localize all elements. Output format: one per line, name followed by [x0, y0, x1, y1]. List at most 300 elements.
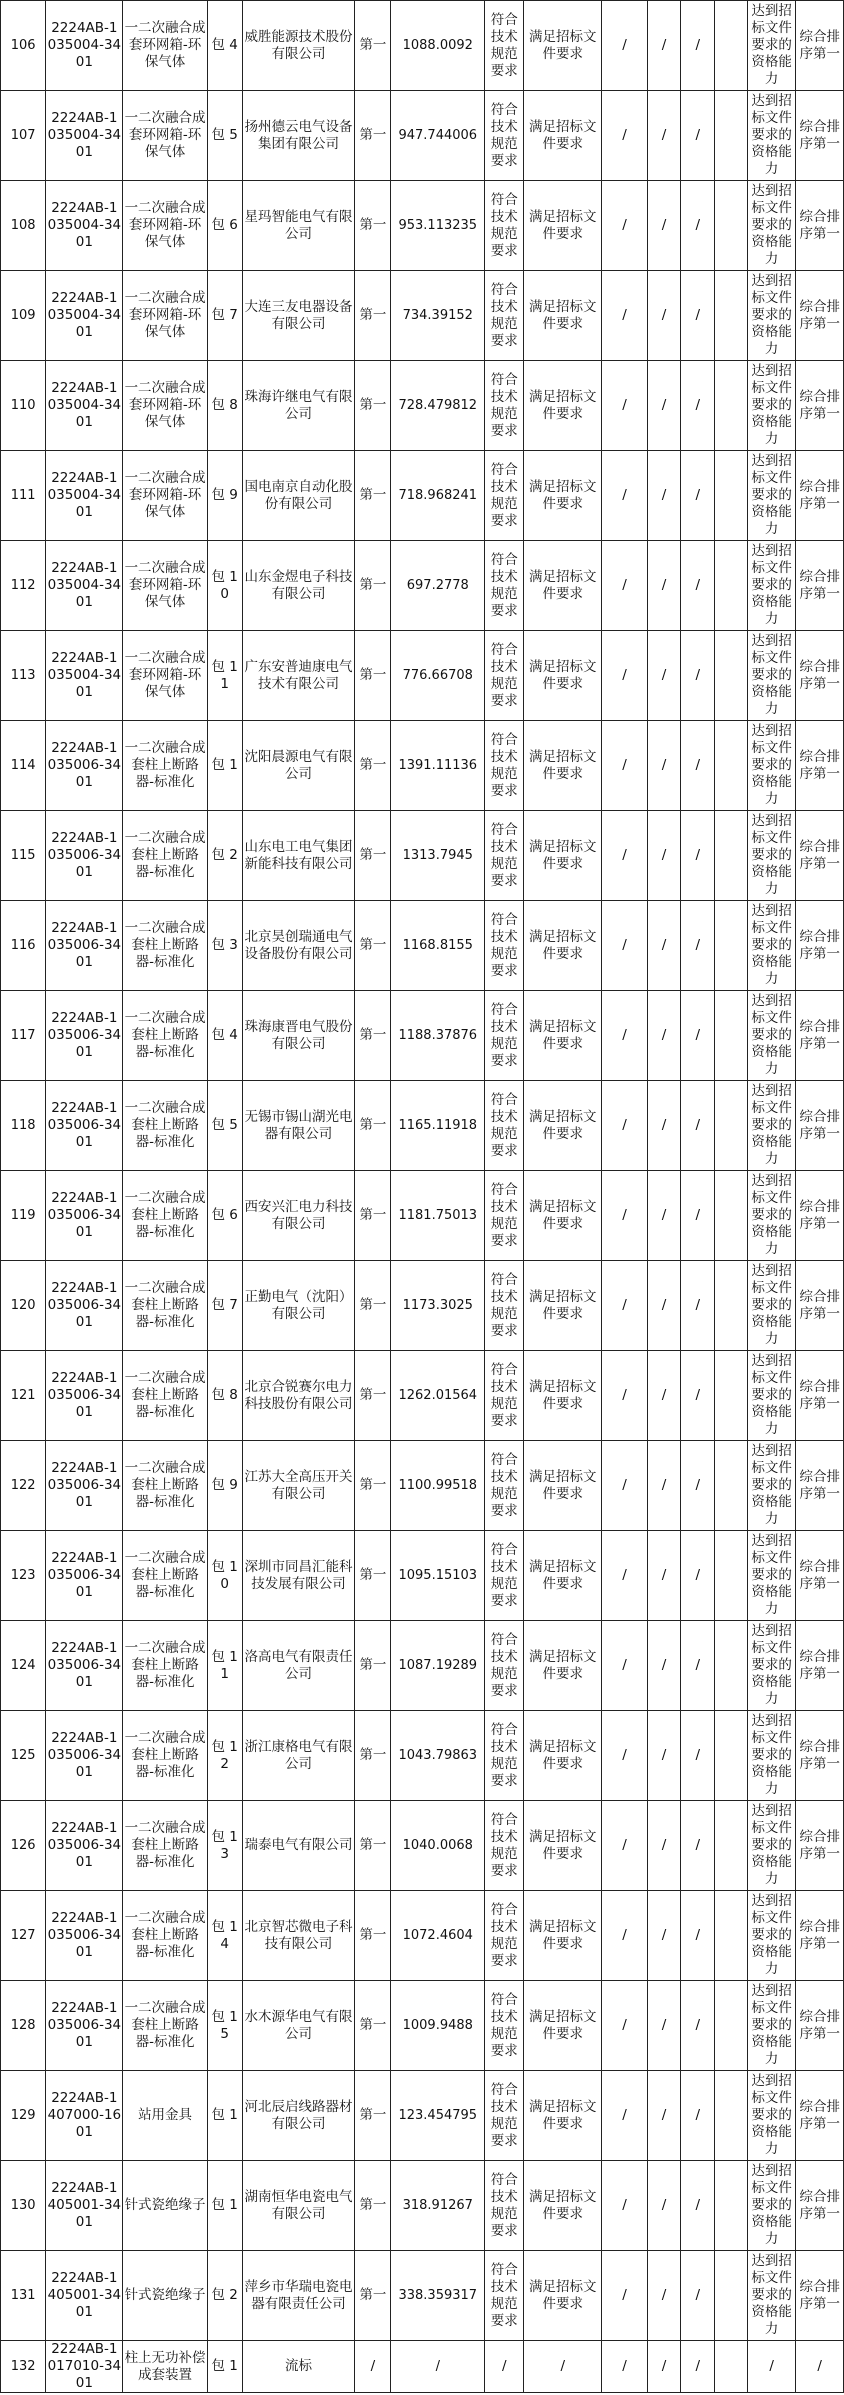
- col-c-cell: /: [681, 901, 715, 991]
- bid-compliance-cell: 满足招标文件要求: [524, 1261, 602, 1351]
- empty-cell: [715, 1801, 748, 1891]
- project-code-cell: 2224AB-1035004-3401: [46, 541, 123, 631]
- evaluation-method-cell: 综合排序第一: [796, 181, 844, 271]
- bid-compliance-cell: 满足招标文件要求: [524, 2071, 602, 2161]
- item-name-cell: 一二次融合成套柱上断路器-标准化: [123, 1171, 207, 1261]
- price-cell: 1087.19289: [391, 1621, 485, 1711]
- col-a-cell: /: [602, 91, 647, 181]
- item-name-cell: 一二次融合成套柱上断路器-标准化: [123, 1081, 207, 1171]
- tech-compliance-cell: 符合技术规范要求: [485, 631, 524, 721]
- empty-cell: [715, 1891, 748, 1981]
- table-row: [1, 361, 844, 451]
- price-cell: 1095.15103: [391, 1531, 485, 1621]
- evaluation-method-cell: 综合排序第一: [796, 2161, 844, 2251]
- col-b-cell: /: [647, 901, 681, 991]
- price-cell: 1188.37876: [391, 991, 485, 1081]
- package-cell: 包 1: [207, 2341, 242, 2393]
- project-code-cell: 2224AB-1035004-3401: [46, 631, 123, 721]
- table-row: [1, 1621, 844, 1711]
- rank-cell: 第一: [355, 541, 391, 631]
- table-row: [1, 181, 844, 271]
- col-a-cell: /: [602, 1, 647, 91]
- evaluation-method-cell: 综合排序第一: [796, 1351, 844, 1441]
- package-cell: 包 10: [207, 1531, 242, 1621]
- col-a-cell: /: [602, 1171, 647, 1261]
- row-number-cell: 108: [1, 181, 46, 271]
- col-c-cell: /: [681, 1531, 715, 1621]
- bid-compliance-cell: 满足招标文件要求: [524, 631, 602, 721]
- company-name-cell: 江苏大全高压开关有限公司: [242, 1441, 355, 1531]
- rank-cell: 第一: [355, 1711, 391, 1801]
- table-row: [1, 1801, 844, 1891]
- empty-cell: [715, 1171, 748, 1261]
- tech-compliance-cell: 符合技术规范要求: [485, 271, 524, 361]
- package-cell: 包 1: [207, 721, 242, 811]
- rank-cell: 第一: [355, 901, 391, 991]
- col-b-cell: /: [647, 2161, 681, 2251]
- tech-compliance-cell: 符合技术规范要求: [485, 1621, 524, 1711]
- package-cell: 包 8: [207, 361, 242, 451]
- bid-compliance-cell: 满足招标文件要求: [524, 1621, 602, 1711]
- qualification-cell: 达到招标文件要求的资格能力: [747, 991, 796, 1081]
- col-b-cell: /: [647, 2251, 681, 2341]
- col-a-cell: /: [602, 361, 647, 451]
- company-name-cell: 国电南京自动化股份有限公司: [242, 451, 355, 541]
- package-cell: 包 3: [207, 901, 242, 991]
- evaluation-method-cell: 综合排序第一: [796, 1711, 844, 1801]
- bid-compliance-cell: 满足招标文件要求: [524, 901, 602, 991]
- table-row: [1, 91, 844, 181]
- company-name-cell: 珠海康晋电气股份有限公司: [242, 991, 355, 1081]
- row-number-cell: 122: [1, 1441, 46, 1531]
- col-c-cell: /: [681, 2161, 715, 2251]
- tech-compliance-cell: 符合技术规范要求: [485, 1801, 524, 1891]
- empty-cell: [715, 1, 748, 91]
- table-row: [1, 541, 844, 631]
- package-cell: 包 14: [207, 1891, 242, 1981]
- col-b-cell: /: [647, 2341, 681, 2393]
- table-row: [1, 1171, 844, 1261]
- tech-compliance-cell: 符合技术规范要求: [485, 1981, 524, 2071]
- project-code-cell: 2224AB-1035004-3401: [46, 91, 123, 181]
- col-b-cell: /: [647, 1891, 681, 1981]
- col-c-cell: /: [681, 1171, 715, 1261]
- empty-cell: [715, 91, 748, 181]
- col-c-cell: /: [681, 1621, 715, 1711]
- tech-compliance-cell: 符合技术规范要求: [485, 91, 524, 181]
- rank-cell: 第一: [355, 1801, 391, 1891]
- table-row: [1, 2161, 844, 2251]
- item-name-cell: 一二次融合成套环网箱-环保气体: [123, 361, 207, 451]
- empty-cell: [715, 1081, 748, 1171]
- empty-cell: [715, 1711, 748, 1801]
- item-name-cell: 一二次融合成套柱上断路器-标准化: [123, 1621, 207, 1711]
- row-number-cell: 106: [1, 1, 46, 91]
- tech-compliance-cell: 符合技术规范要求: [485, 721, 524, 811]
- tech-compliance-cell: 符合技术规范要求: [485, 361, 524, 451]
- empty-cell: [715, 2251, 748, 2341]
- empty-cell: [715, 1531, 748, 1621]
- table-row: [1, 1891, 844, 1981]
- package-cell: 包 6: [207, 1171, 242, 1261]
- bid-compliance-cell: 满足招标文件要求: [524, 1, 602, 91]
- item-name-cell: 一二次融合成套柱上断路器-标准化: [123, 1261, 207, 1351]
- col-a-cell: /: [602, 721, 647, 811]
- evaluation-method-cell: 综合排序第一: [796, 1, 844, 91]
- table-row: [1, 1, 844, 91]
- company-name-cell: 流标: [242, 2341, 355, 2393]
- col-a-cell: /: [602, 2071, 647, 2161]
- company-name-cell: 北京合锐赛尔电力科技股份有限公司: [242, 1351, 355, 1441]
- rank-cell: 第一: [355, 1441, 391, 1531]
- row-number-cell: 123: [1, 1531, 46, 1621]
- empty-cell: [715, 271, 748, 361]
- empty-cell: [715, 2341, 748, 2393]
- tech-compliance-cell: 符合技术规范要求: [485, 541, 524, 631]
- empty-cell: [715, 181, 748, 271]
- rank-cell: 第一: [355, 721, 391, 811]
- qualification-cell: 达到招标文件要求的资格能力: [747, 1171, 796, 1261]
- col-c-cell: /: [681, 1, 715, 91]
- table-row: [1, 1711, 844, 1801]
- item-name-cell: 针式瓷绝缘子: [123, 2161, 207, 2251]
- package-cell: 包 7: [207, 271, 242, 361]
- empty-cell: [715, 2161, 748, 2251]
- col-b-cell: /: [647, 1351, 681, 1441]
- qualification-cell: 达到招标文件要求的资格能力: [747, 2251, 796, 2341]
- row-number-cell: 128: [1, 1981, 46, 2071]
- table-row: [1, 2341, 844, 2393]
- col-a-cell: /: [602, 1891, 647, 1981]
- rank-cell: 第一: [355, 2161, 391, 2251]
- tech-compliance-cell: 符合技术规范要求: [485, 2251, 524, 2341]
- bid-compliance-cell: 满足招标文件要求: [524, 1981, 602, 2071]
- company-name-cell: 山东电工电气集团新能科技有限公司: [242, 811, 355, 901]
- rank-cell: 第一: [355, 1621, 391, 1711]
- project-code-cell: 2224AB-1035004-3401: [46, 181, 123, 271]
- rank-cell: 第一: [355, 631, 391, 721]
- package-cell: 包 1: [207, 2161, 242, 2251]
- tech-compliance-cell: 符合技术规范要求: [485, 1261, 524, 1351]
- bid-compliance-cell: 满足招标文件要求: [524, 991, 602, 1081]
- qualification-cell: 达到招标文件要求的资格能力: [747, 631, 796, 721]
- qualification-cell: 达到招标文件要求的资格能力: [747, 1981, 796, 2071]
- item-name-cell: 一二次融合成套柱上断路器-标准化: [123, 1981, 207, 2071]
- col-c-cell: /: [681, 721, 715, 811]
- tech-compliance-cell: 符合技术规范要求: [485, 1081, 524, 1171]
- qualification-cell: 达到招标文件要求的资格能力: [747, 91, 796, 181]
- company-name-cell: 西安兴汇电力科技有限公司: [242, 1171, 355, 1261]
- bid-compliance-cell: 满足招标文件要求: [524, 541, 602, 631]
- tech-compliance-cell: 符合技术规范要求: [485, 1351, 524, 1441]
- bid-compliance-cell: 满足招标文件要求: [524, 1801, 602, 1891]
- company-name-cell: 洛高电气有限责任公司: [242, 1621, 355, 1711]
- package-cell: 包 8: [207, 1351, 242, 1441]
- qualification-cell: 达到招标文件要求的资格能力: [747, 451, 796, 541]
- rank-cell: 第一: [355, 451, 391, 541]
- qualification-cell: 达到招标文件要求的资格能力: [747, 271, 796, 361]
- col-b-cell: /: [647, 1, 681, 91]
- bid-compliance-cell: 满足招标文件要求: [524, 1441, 602, 1531]
- table-row: [1, 811, 844, 901]
- qualification-cell: 达到招标文件要求的资格能力: [747, 1801, 796, 1891]
- bid-compliance-cell: 满足招标文件要求: [524, 91, 602, 181]
- price-cell: 1072.4604: [391, 1891, 485, 1981]
- price-cell: 338.359317: [391, 2251, 485, 2341]
- price-cell: 953.113235: [391, 181, 485, 271]
- row-number-cell: 113: [1, 631, 46, 721]
- tech-compliance-cell: 符合技术规范要求: [485, 901, 524, 991]
- evaluation-method-cell: 综合排序第一: [796, 541, 844, 631]
- project-code-cell: 2224AB-1035006-3401: [46, 1891, 123, 1981]
- bid-compliance-cell: 满足招标文件要求: [524, 2251, 602, 2341]
- package-cell: 包 4: [207, 1, 242, 91]
- evaluation-method-cell: 综合排序第一: [796, 1801, 844, 1891]
- price-cell: 1313.7945: [391, 811, 485, 901]
- project-code-cell: 2224AB-1035006-3401: [46, 901, 123, 991]
- price-cell: 1088.0092: [391, 1, 485, 91]
- qualification-cell: 达到招标文件要求的资格能力: [747, 1261, 796, 1351]
- col-a-cell: /: [602, 1621, 647, 1711]
- empty-cell: [715, 991, 748, 1081]
- project-code-cell: 2224AB-1035006-3401: [46, 1081, 123, 1171]
- bid-compliance-cell: 满足招标文件要求: [524, 1351, 602, 1441]
- rank-cell: 第一: [355, 2071, 391, 2161]
- tech-compliance-cell: /: [485, 2341, 524, 2393]
- rank-cell: 第一: [355, 361, 391, 451]
- rank-cell: 第一: [355, 1981, 391, 2071]
- col-b-cell: /: [647, 811, 681, 901]
- company-name-cell: 沈阳晨源电气有限公司: [242, 721, 355, 811]
- bid-compliance-cell: 满足招标文件要求: [524, 271, 602, 361]
- package-cell: 包 1: [207, 2071, 242, 2161]
- row-number-cell: 131: [1, 2251, 46, 2341]
- company-name-cell: 威胜能源技术股份有限公司: [242, 1, 355, 91]
- row-number-cell: 125: [1, 1711, 46, 1801]
- col-c-cell: /: [681, 1261, 715, 1351]
- bid-compliance-cell: 满足招标文件要求: [524, 181, 602, 271]
- col-c-cell: /: [681, 1441, 715, 1531]
- evaluation-method-cell: 综合排序第一: [796, 901, 844, 991]
- package-cell: 包 11: [207, 1621, 242, 1711]
- row-number-cell: 114: [1, 721, 46, 811]
- col-a-cell: /: [602, 1441, 647, 1531]
- company-name-cell: 萍乡市华瑞电瓷电器有限责任公司: [242, 2251, 355, 2341]
- evaluation-method-cell: 综合排序第一: [796, 1981, 844, 2071]
- evaluation-method-cell: 综合排序第一: [796, 1621, 844, 1711]
- row-number-cell: 132: [1, 2341, 46, 2393]
- price-cell: 734.39152: [391, 271, 485, 361]
- bid-compliance-cell: 满足招标文件要求: [524, 721, 602, 811]
- price-cell: 1043.79863: [391, 1711, 485, 1801]
- project-code-cell: 2224AB-1035004-3401: [46, 1, 123, 91]
- package-cell: 包 5: [207, 1081, 242, 1171]
- package-cell: 包 12: [207, 1711, 242, 1801]
- bid-compliance-cell: 满足招标文件要求: [524, 361, 602, 451]
- project-code-cell: 2224AB-1035006-3401: [46, 1171, 123, 1261]
- col-c-cell: /: [681, 361, 715, 451]
- qualification-cell: 达到招标文件要求的资格能力: [747, 1621, 796, 1711]
- col-c-cell: /: [681, 1351, 715, 1441]
- col-c-cell: /: [681, 541, 715, 631]
- table-row: [1, 271, 844, 361]
- col-c-cell: /: [681, 991, 715, 1081]
- bid-compliance-cell: 满足招标文件要求: [524, 1081, 602, 1171]
- price-cell: 728.479812: [391, 361, 485, 451]
- company-name-cell: 山东金煜电子科技有限公司: [242, 541, 355, 631]
- empty-cell: [715, 451, 748, 541]
- package-cell: 包 2: [207, 2251, 242, 2341]
- row-number-cell: 117: [1, 991, 46, 1081]
- item-name-cell: 一二次融合成套柱上断路器-标准化: [123, 901, 207, 991]
- col-b-cell: /: [647, 1171, 681, 1261]
- qualification-cell: 达到招标文件要求的资格能力: [747, 1351, 796, 1441]
- item-name-cell: 一二次融合成套柱上断路器-标准化: [123, 1711, 207, 1801]
- item-name-cell: 一二次融合成套柱上断路器-标准化: [123, 1891, 207, 1981]
- package-cell: 包 9: [207, 451, 242, 541]
- project-code-cell: 2224AB-1035006-3401: [46, 1801, 123, 1891]
- company-name-cell: 扬州德云电气设备集团有限公司: [242, 91, 355, 181]
- bid-compliance-cell: 满足招标文件要求: [524, 1531, 602, 1621]
- col-a-cell: /: [602, 901, 647, 991]
- col-c-cell: /: [681, 451, 715, 541]
- bid-compliance-cell: 满足招标文件要求: [524, 1171, 602, 1261]
- package-cell: 包 6: [207, 181, 242, 271]
- project-code-cell: 2224AB-1035006-3401: [46, 991, 123, 1081]
- package-cell: 包 11: [207, 631, 242, 721]
- company-name-cell: 河北辰启线路器材有限公司: [242, 2071, 355, 2161]
- table-row: [1, 1261, 844, 1351]
- col-b-cell: /: [647, 361, 681, 451]
- price-cell: 1040.0068: [391, 1801, 485, 1891]
- package-cell: 包 9: [207, 1441, 242, 1531]
- evaluation-method-cell: 综合排序第一: [796, 721, 844, 811]
- item-name-cell: 一二次融合成套柱上断路器-标准化: [123, 1351, 207, 1441]
- tech-compliance-cell: 符合技术规范要求: [485, 991, 524, 1081]
- company-name-cell: 北京智芯微电子科技有限公司: [242, 1891, 355, 1981]
- col-b-cell: /: [647, 541, 681, 631]
- price-cell: 1100.99518: [391, 1441, 485, 1531]
- item-name-cell: 站用金具: [123, 2071, 207, 2161]
- price-cell: 718.968241: [391, 451, 485, 541]
- price-cell: 1168.8155: [391, 901, 485, 991]
- tech-compliance-cell: 符合技术规范要求: [485, 1531, 524, 1621]
- col-c-cell: /: [681, 1081, 715, 1171]
- table-row: [1, 991, 844, 1081]
- row-number-cell: 107: [1, 91, 46, 181]
- empty-cell: [715, 1261, 748, 1351]
- qualification-cell: 达到招标文件要求的资格能力: [747, 721, 796, 811]
- col-b-cell: /: [647, 2071, 681, 2161]
- col-a-cell: /: [602, 271, 647, 361]
- empty-cell: [715, 811, 748, 901]
- project-code-cell: 2224AB-1035006-3401: [46, 1711, 123, 1801]
- rank-cell: 第一: [355, 991, 391, 1081]
- project-code-cell: 2224AB-1405001-3401: [46, 2251, 123, 2341]
- project-code-cell: 2224AB-1035004-3401: [46, 451, 123, 541]
- qualification-cell: 达到招标文件要求的资格能力: [747, 811, 796, 901]
- col-a-cell: /: [602, 1711, 647, 1801]
- col-a-cell: /: [602, 2251, 647, 2341]
- col-b-cell: /: [647, 991, 681, 1081]
- project-code-cell: 2224AB-1017010-3401: [47, 2341, 122, 2391]
- col-a-cell: /: [602, 1981, 647, 2071]
- col-a-cell: /: [602, 1261, 647, 1351]
- qualification-cell: 达到招标文件要求的资格能力: [747, 2071, 796, 2161]
- evaluation-method-cell: 综合排序第一: [796, 91, 844, 181]
- tech-compliance-cell: 符合技术规范要求: [485, 451, 524, 541]
- rank-cell: 第一: [355, 1081, 391, 1171]
- project-code-cell: 2224AB-1035006-3401: [46, 1981, 123, 2071]
- qualification-cell: 达到招标文件要求的资格能力: [747, 2161, 796, 2251]
- empty-cell: [715, 721, 748, 811]
- col-c-cell: /: [681, 2071, 715, 2161]
- project-code-cell: 2224AB-1035006-3401: [46, 1351, 123, 1441]
- evaluation-method-cell: 综合排序第一: [796, 1261, 844, 1351]
- rank-cell: 第一: [355, 91, 391, 181]
- company-name-cell: 深圳市同昌汇能科技发展有限公司: [242, 1531, 355, 1621]
- col-b-cell: /: [647, 91, 681, 181]
- project-code-cell: 2224AB-1035006-3401: [46, 1261, 123, 1351]
- empty-cell: [715, 361, 748, 451]
- qualification-cell: 达到招标文件要求的资格能力: [747, 541, 796, 631]
- row-number-cell: 118: [1, 1081, 46, 1171]
- col-b-cell: /: [647, 1531, 681, 1621]
- empty-cell: [715, 631, 748, 721]
- col-c-cell: /: [681, 1801, 715, 1891]
- col-b-cell: /: [647, 1081, 681, 1171]
- price-cell: 1181.75013: [391, 1171, 485, 1261]
- item-name-cell: 一二次融合成套柱上断路器-标准化: [123, 721, 207, 811]
- bid-compliance-cell: /: [524, 2341, 602, 2393]
- bid-compliance-cell: 满足招标文件要求: [524, 1711, 602, 1801]
- table-row: [1, 2071, 844, 2161]
- project-code-cell: 2224AB-1035006-3401: [46, 1441, 123, 1531]
- col-b-cell: /: [647, 1261, 681, 1351]
- package-cell: 包 4: [207, 991, 242, 1081]
- item-name-cell: 一二次融合成套环网箱-环保气体: [123, 451, 207, 541]
- evaluation-method-cell: 综合排序第一: [796, 2251, 844, 2341]
- col-a-cell: /: [602, 811, 647, 901]
- price-cell: 776.66708: [391, 631, 485, 721]
- price-cell: 318.91267: [391, 2161, 485, 2251]
- row-number-cell: 109: [1, 271, 46, 361]
- project-code-cell: 2224AB-1035004-3401: [46, 361, 123, 451]
- evaluation-method-cell: 综合排序第一: [796, 271, 844, 361]
- col-b-cell: /: [647, 1801, 681, 1891]
- evaluation-method-cell: 综合排序第一: [796, 1171, 844, 1261]
- bid-compliance-cell: 满足招标文件要求: [524, 451, 602, 541]
- evaluation-method-cell: 综合排序第一: [796, 361, 844, 451]
- evaluation-method-cell: 综合排序第一: [796, 631, 844, 721]
- table-row: [1, 1351, 844, 1441]
- col-b-cell: /: [647, 271, 681, 361]
- company-name-cell: 湖南恒华电瓷电气有限公司: [242, 2161, 355, 2251]
- item-name-cell: 一二次融合成套环网箱-环保气体: [123, 91, 207, 181]
- row-number-cell: 126: [1, 1801, 46, 1891]
- table-row: [1, 1081, 844, 1171]
- col-b-cell: /: [647, 451, 681, 541]
- col-c-cell: /: [681, 631, 715, 721]
- qualification-cell: 达到招标文件要求的资格能力: [747, 1081, 796, 1171]
- rank-cell: 第一: [355, 811, 391, 901]
- project-code-cell: 2224AB-1405001-3401: [46, 2161, 123, 2251]
- tech-compliance-cell: 符合技术规范要求: [485, 1441, 524, 1531]
- evaluation-method-cell: 综合排序第一: [796, 451, 844, 541]
- qualification-cell: 达到招标文件要求的资格能力: [747, 1, 796, 91]
- col-c-cell: /: [681, 2341, 715, 2393]
- price-cell: 1165.11918: [391, 1081, 485, 1171]
